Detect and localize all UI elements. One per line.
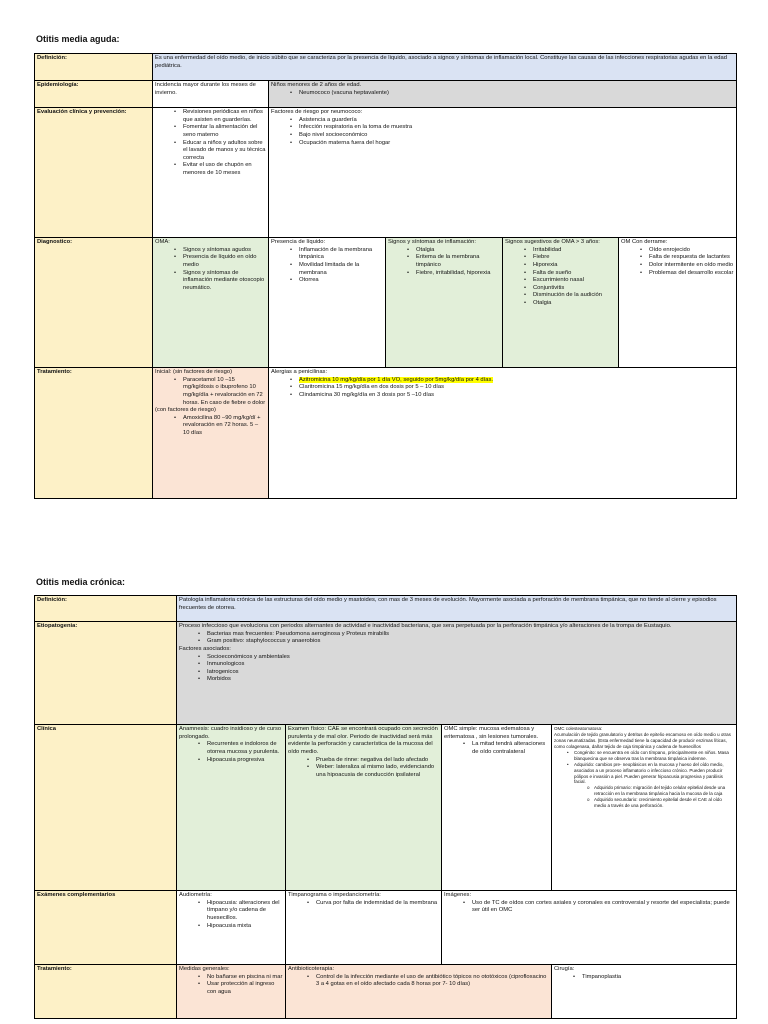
list-item: • Neumococo (vacuna heptavalente) — [299, 90, 734, 98]
tratamiento-antibiotico-intro: Antibioticoterapia: — [288, 966, 335, 972]
clinica-examen-fisico — [286, 725, 442, 891]
definicion-text: Patología inflamatoria crónica de las estructuras del oído medio y mastoides, con mas de 3 meses de evolución. Mayormente asociada a perforación de membrana timpánica, que no tiende al cierre y episodios frecuentes de otorrea. — [177, 596, 737, 622]
list-item: • Socioeconómicos y ambientales — [207, 654, 734, 662]
list-item: • Presencia de líquido en oído medio — [183, 254, 266, 269]
diagnostico-inflamacion-intro: Signos y síntomas de inflamación: — [388, 239, 476, 245]
list-item: • Control de la infección mediante el uso de antibiótico tópicos no ototóxicos (ciprofloxacino 3 a 4 gotas en el oído afectado cada 8 horas por 7- 10 días) — [316, 974, 549, 989]
list-item: • Hipoacusia: alteraciones del tímpano y/o cadena de huesecillos. — [207, 900, 283, 923]
list-item: • Otorrea — [299, 277, 383, 285]
clinica-anamnesis-intro: Anamnesis: cuadro insidioso y de curso prolongado. — [179, 726, 282, 740]
list-item: • Claritromicina 15 mg/kg/día en dos dosis por 5 – 10 días — [299, 384, 734, 392]
list-item: • Hiporexia — [533, 262, 616, 270]
list-item: • Clindamicina 30 mg/kg/día en 3 dosis por 5 –10 días — [299, 392, 734, 400]
list-item: • Otalgia — [533, 300, 616, 308]
diagnostico-inflamacion — [386, 238, 503, 368]
tratamiento-alergias — [269, 368, 737, 499]
list-item: • Timpanoplastia — [582, 974, 734, 982]
examenes-imagenes-intro: Imágenes: — [444, 892, 472, 898]
tratamiento-factores: (con factores de riesgo) — [155, 407, 216, 414]
evaluacion-col2 — [269, 108, 737, 238]
row-label-evaluacion: Evaluación clínica y prevención: — [35, 108, 153, 238]
list-item: • Hipoacusia progresiva — [207, 757, 283, 765]
list-item: • Gram positivo: staphylococcus y anaerobios — [207, 638, 734, 646]
tratamiento-inicial-intro: Inicial: (sin factores de riesgo) — [155, 369, 233, 375]
list-item: • Problemas del desarrollo escolar — [649, 270, 734, 278]
clinica-omc-colesteatomatosa — [552, 725, 737, 891]
tratamiento-cirugia-intro: Cirugía: — [554, 966, 575, 972]
list-item: • Signos y síntomas de inflamación mediante otoscopio neumático. — [183, 270, 266, 293]
list-item: • Uso de TC de oídos con cortes axiales y coronales es controversial y resorte del especialista; puede ser útil en OMC — [472, 900, 734, 915]
list-item: • Otalgia — [416, 247, 500, 255]
tratamiento-alergias-intro: Alergias a penicilinas: — [271, 369, 328, 375]
definicion-text: Es una enfermedad del oído medio, de inicio súbito que se caracteriza por la presencia de liquido, asociado a signos y síntomas de inflamación local. Constituye las causas de las infecciones respiratorias agudas en la edad pediátrica. — [153, 54, 737, 81]
list-item: • Conjuntivitis — [533, 285, 616, 293]
list-item: • Inflamación de la membrana timpánica — [299, 247, 383, 262]
sub-list-item: o Adquirido secundario: crecimiento epitelial desde el CAE al oído medio a través de una perforación. — [594, 797, 734, 809]
diagnostico-derrame-intro: OM Con derrame: — [621, 239, 668, 245]
list-item: • Falta de respuesta de lactantes — [649, 254, 734, 262]
list-item: • Amoxicilina 80 –90 mg/kg/dí + revaloración en 72 horas. 5 – 10 días — [183, 415, 266, 438]
clinica-anamnesis — [177, 725, 286, 891]
table-omc — [34, 595, 737, 1019]
list-item: • Fomentar la alimentación del seno materno — [183, 124, 266, 139]
list-item: • Infección respiratoria en la toma de muestra — [299, 124, 734, 132]
list-item: • Signos y síntomas agudos — [183, 247, 266, 255]
list-item: • Inmunologicos — [207, 661, 734, 669]
list-item: • Ocupación materna fuera del hogar — [299, 140, 734, 148]
etiopatogenia-intro: Proceso infeccioso que evoluciona con periodos alternantes de actividad e inactividad bacteriana, que sera perpetuada por la perforación timpánica y/o alteraciones de la trompa de Eustaquio. — [179, 623, 672, 629]
section-title-oma: Otitis media aguda: — [36, 34, 120, 44]
clinica-omc-simple — [442, 725, 552, 891]
tratamiento-medidas-intro: Medidas generales: — [179, 966, 230, 972]
list-item: • Eritema de la membrana timpánico — [416, 254, 500, 269]
list-item: • Recurrentes e indoloros de otorrea mucosa y purulenta. — [207, 741, 283, 756]
clinica-examen-intro: Examen físico: CAE se encontrará ocupado con secreción purulenta y de mal olor. Periodo de inactividad será más evidente la perforación y característica de la mucosa del oído medio. — [288, 726, 438, 755]
list-item: • Falta de sueño — [533, 270, 616, 278]
list-item: • Congénito: se encuentra en oído con tímpano, principalmente en niños. Masa blanquecina que se observa tras la membrana timpánica indemne. — [574, 750, 734, 762]
etiopatogenia-factores: Factores asociados: — [179, 645, 231, 652]
tratamiento-inicial — [153, 368, 269, 499]
list-item: • Oído enrojecido — [649, 247, 734, 255]
list-item — [574, 762, 734, 810]
row-label-epidemiologia: Epidemiología: — [35, 81, 153, 108]
list-item: • Asistencia a guardería — [299, 117, 734, 125]
examenes-imagenes — [442, 891, 737, 965]
etiopatogenia-text — [177, 622, 737, 725]
list-item: • La mitad tendrá alteraciones de oído contralateral — [472, 741, 549, 756]
section-title-omc: Otitis media crónica: — [36, 577, 126, 587]
list-item: • Curva por falta de indemnidad de la membrana — [316, 900, 439, 908]
list-item: • Paracetamol 10 –15 mg/kg/dosis o ibuprofeno 10 mg/kg/día + revaloración en 72 horas. En caso de fiebre o dolor — [183, 377, 266, 408]
list-item: • Hipoacusia mixta — [207, 923, 283, 931]
tratamiento-antibioticoterapia — [286, 965, 552, 1019]
clinica-colesteatoma-intro: Acumulación de tejido granulatorio y detritus de epitelio escamoso en oído medio u otras zonas neumatizadas. (Esta enfermedad tiene la capacidad de producir enzimas líticas, como colagenasa, dañar tejido de caja timpánica y cadena de huesecillos — [554, 731, 731, 749]
epidemiologia-intro: Niños menores de 2 años de edad. — [271, 82, 362, 88]
list-item-highlighted — [299, 377, 734, 385]
diagnostico-oma — [153, 238, 269, 368]
examenes-timpanograma — [286, 891, 442, 965]
row-label-diagnostico: Diagnostico: — [35, 238, 153, 368]
diagnostico-derrame — [619, 238, 737, 368]
list-item: • Morbidos — [207, 676, 734, 684]
clinica-omc-simple-intro: OMC simple: mucosa edematosa y eritematosa , sin lesiones tumorales. — [444, 726, 539, 740]
row-label-tratamiento: Tratamiento: — [35, 368, 153, 499]
list-item: • Irritabilidad — [533, 247, 616, 255]
row-label-examenes: Exámenes complementarios — [35, 891, 177, 965]
list-item: • Disminución de la audición — [533, 292, 616, 300]
row-label-etiopatogenia: Etiopatogenia: — [35, 622, 177, 725]
list-item: • Educar a niños y adultos sobre el lavado de manos y su técnica correcta — [183, 140, 266, 163]
list-item: • Dolor intermitente en oído medio — [649, 262, 734, 270]
list-item: • Evitar el uso de chupón en menores de 10 meses — [183, 162, 266, 177]
list-item: • Usar protección al ingreso con agua — [207, 981, 283, 996]
diagnostico-oma-intro: OMA: — [155, 239, 170, 245]
row-label-definicion: Definición: — [35, 596, 177, 622]
table-oma — [34, 53, 737, 499]
list-item: • Fiebre, irritabilidad, hiporexia — [416, 270, 500, 278]
row-label-clinica: Clínica — [35, 725, 177, 891]
evaluacion-intro: Factores de riesgo por neumococo: — [271, 109, 363, 115]
diagnostico-sugestivos — [503, 238, 619, 368]
examenes-audiometria-intro: Audiometría: — [179, 892, 212, 898]
tratamiento-cirugia — [552, 965, 737, 1019]
diagnostico-liquido-intro: Presencia de líquido: — [271, 239, 326, 245]
list-item: • Weber: lateraliza al mismo lado, evidenciando una hipoacusia de conducción ipsilateral — [316, 764, 439, 779]
epidemiologia-col2 — [269, 81, 737, 108]
row-label-tratamiento: Tratamiento: — [35, 965, 177, 1019]
list-item: • Prueba de rinne: negativa del lado afectado — [316, 757, 439, 765]
tratamiento-medidas — [177, 965, 286, 1019]
highlight-text: Azitromicina 10 mg/kg/día por 1 día VO, seguido por 5mg/kg/día por 4 días. — [299, 376, 493, 383]
list-item: • Movilidad limitada de la membrana — [299, 262, 383, 277]
list-item: • No bañarse en piscina ni mar — [207, 974, 283, 982]
list-item: • Revisiones periódicas en niños que asisten en guarderías. — [183, 109, 266, 124]
list-item-text: Adquirido: cambios pre- neoplásicos en la mucosa y hueso del oído medio, asociados a un proceso inflamatorio o infeccioso crónico. Pueden producir pólipos e invasión a piel. Pueden generar hipoacusia progresiva y parálisis facial. — [574, 761, 724, 785]
epidemiologia-col1: Incidencia mayor durante los meses de invierno. — [153, 81, 269, 108]
list-item: • Escurrimiento nasal — [533, 277, 616, 285]
diagnostico-liquido — [269, 238, 386, 368]
examenes-audiometria — [177, 891, 286, 965]
diagnostico-sugestivos-intro: Signos sugestivos de OMA > 3 años: — [505, 239, 600, 245]
clinica-colesteatoma-title: OMC colesteatomatosa: — [554, 726, 603, 731]
list-item: • Bacterias mas frecuentes: Pseudomona aeroginosa y Proteus mirabilis — [207, 631, 734, 639]
list-item: • Iatrogenicos — [207, 669, 734, 677]
examenes-timpanograma-intro: Timpanograma o impedanciometría: — [288, 892, 381, 898]
evaluacion-col1 — [153, 108, 269, 238]
list-item: • Fiebre — [533, 254, 616, 262]
sub-list-item: o Adquirido primario: migración del tejido celular epitelial desde una retracción en la membrana timpánica hacia la mucosa de la caja — [594, 785, 734, 797]
row-label-definicion: Definición: — [35, 54, 153, 81]
list-item: • Bajo nivel socioeconómico — [299, 132, 734, 140]
